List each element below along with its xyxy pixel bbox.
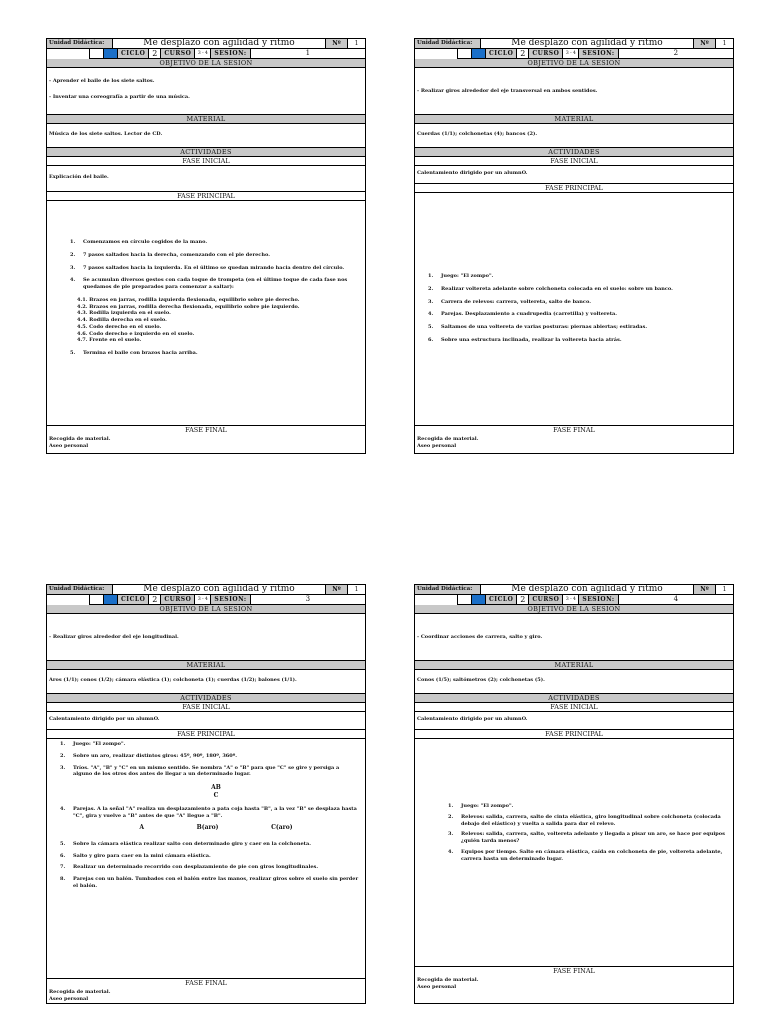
list-item: 2. Relevos: salida, carrera, salto de cinta elástica, giro longitudinal sobre colchoneta (colocada debajo del elástico) y vuelta a salida para dar el relevo. [455,814,727,828]
item-text: Tríos. "A", "B" y "C" en un mismo sentido. Se nombra "A" o "B" para que "C" se gire y persiga a alguno de los otros dos antes de llegar a un determinado lugar. [73,764,340,778]
list-item: 4. Equipos por tiempo. Salto en cámara elástica, caída en colchoneta de pie, voltereta adelante, carrera hasta un determinado lugar. [455,849,727,863]
curso-value: 3 - 4 [562,595,578,604]
objetivo-text: - Coordinar acciones de carrera, salto y giro. [417,634,543,640]
sub-item: 4.2. Brazos en jarras, rodilla derecha flexionada, equilibrio sobre pie izquierdo. [77,303,300,310]
sesion-label: SESION: [578,595,617,604]
diagram-a: A [139,823,144,831]
final-text: Recogida de material. [49,989,111,995]
number-label: Nº [693,39,715,48]
objetivo-heading: OBJETIVO DE LA SESION [47,605,365,614]
ciclo-row [89,49,365,59]
color-box-blue [103,49,117,58]
fase-inicial-box [47,166,365,192]
number-value: 1 [715,39,733,48]
fase-principal-box [47,739,365,979]
activity-list [47,239,365,357]
unit-title: Me desplazo con agilidad y ritmo [143,38,295,48]
curso-value: 3 - 4 [562,49,578,58]
unit-label: Unidad Didáctica: [415,585,481,594]
material-box [47,124,365,148]
color-box-white [89,49,103,58]
color-box-white [457,49,471,58]
list-item: 5. Sobre la cámara elástica realizar salto con determinado giro y caer en la colchoneta. [67,841,359,848]
activity-list [415,273,733,344]
sesion-label: SESION: [210,595,249,604]
objetivo-heading: OBJETIVO DE LA SESION [415,605,733,614]
session-sheet-1 [46,38,366,454]
fase-inicial-text: Calentamiento dirigido por un alumnO. [417,716,528,722]
list-item [67,806,359,836]
item-text: Se acumulan diversos gestos con cada toque de trompeta (en el último toque de cada fase nos quedamos de pie preparados para comenzar a saltar): [83,277,348,290]
fase-final-box [415,976,733,992]
actividades-heading: ACTIVIDADES [47,694,365,703]
material-text: Aros (1/1); conos (1/2); cámara elástica (1); colchoneta (1); cuerdas (1/2); balones (1/1). [49,677,297,683]
list-item: 6. Salto y giro para caer en la mini cámara elástica. [67,853,359,860]
list-item [77,277,359,344]
activity-list [415,803,733,862]
session-sheet-3 [46,584,366,1004]
fase-inicial-heading: FASE INICIAL [415,157,733,166]
material-text: Música de los siete saltos. Lector de CD. [49,131,163,137]
fase-principal-box [415,193,733,426]
sheet-header [47,585,365,595]
curso-label: CURSO [160,49,194,58]
sub-item: 4.7. Frente en el suelo. [77,337,142,344]
curso-label: CURSO [160,595,194,604]
fase-inicial-heading: FASE INICIAL [415,703,733,712]
fase-principal-heading: FASE PRINCIPAL [415,730,733,739]
fase-inicial-box [415,166,733,184]
ciclo-label: CICLO [117,49,148,58]
list-item: 2. Realizar voltereta adelante sobre colchoneta colocada en el suelo: sobre un banco. [435,286,727,293]
material-heading: MATERIAL [415,661,733,670]
list-item: 8. Parejas con un balón. Tumbados con el balón entre las manos, realizar giros sobre el suelo sin perder el balón. [67,876,359,890]
material-box [415,124,733,148]
number-label: Nº [693,585,715,594]
objetivo-text: - Realizar giros alrededor del eje transversal en ambos sentidos. [417,88,598,94]
ciclo-value: 2 [148,595,160,604]
fase-principal-heading: FASE PRINCIPAL [47,192,365,201]
unit-label: Unidad Didáctica: [47,39,113,48]
unit-title: Me desplazo con agilidad y ritmo [511,38,663,48]
list-item: 1. Juego: "El zompo". [435,273,727,280]
sesion-label: SESION: [210,49,249,58]
fase-final-box [47,988,365,1004]
material-heading: MATERIAL [47,115,365,124]
item-text: Parejas. A la señal "A" realiza un desplazamiento a pata coja hasta "B", a la vez "B" se desplaza hasta "C", gira y vuelve a "B" antes de que "A" llegue a "B". [73,806,357,819]
final-text: Recogida de material. [417,436,479,442]
fase-final-box [415,435,733,451]
ciclo-label: CICLO [117,595,148,604]
ciclo-value: 2 [516,595,528,604]
list-item: 2. Sobre un aro, realizar distintos giros: 45º, 90º, 180º, 360º. [67,753,359,760]
ciclo-row [89,595,365,605]
sub-list [77,297,359,344]
fase-principal-heading: FASE PRINCIPAL [415,184,733,193]
unit-label: Unidad Didáctica: [415,39,481,48]
actividades-heading: ACTIVIDADES [47,148,365,157]
fase-inicial-box [415,712,733,730]
curso-label: CURSO [528,595,562,604]
number-value: 1 [347,585,365,594]
fase-principal-box [415,739,733,967]
sesion-value: 2 [618,49,733,58]
diagram-c: C [213,792,219,800]
curso-value: 3 - 4 [194,595,210,604]
list-item: 1. Comenzamos en círculo cogidos de la mano. [77,239,359,246]
color-box-blue [471,595,485,604]
list-item: 5. Termina el baile con brazos hacia arriba. [77,350,359,357]
sesion-label: SESION: [578,49,617,58]
objetivo-box [47,614,365,661]
sub-item: 4.1. Brazos en jarras, rodilla izquierda flexionada, equilibrio sobre pie derecho. [77,296,300,303]
material-heading: MATERIAL [47,661,365,670]
ciclo-label: CICLO [485,595,516,604]
sheet-header [47,39,365,49]
final-text: Aseo personal [49,442,89,449]
list-item [67,765,359,801]
unit-title: Me desplazo con agilidad y ritmo [511,584,663,594]
diagram-line [73,820,359,836]
objetivo-box [415,614,733,661]
list-item: 7. Realizar un determinado recorrido con desplazamiento de pie con giros longitudinales. [67,864,359,871]
fase-final-heading: FASE FINAL [185,979,227,987]
final-text: Aseo personal [49,995,89,1002]
color-box-blue [103,595,117,604]
final-text: Recogida de material. [417,977,479,983]
final-text: Aseo personal [417,442,457,449]
sub-item: 4.4. Rodilla derecha en el suelo. [77,317,167,323]
list-item: 1. Juego: "El zompo". [455,803,727,810]
unit-label: Unidad Didáctica: [47,585,113,594]
color-box-white [457,595,471,604]
objetivo-heading: OBJETIVO DE LA SESION [47,59,365,68]
diagram-ab: AB [211,784,221,791]
unit-title: Me desplazo con agilidad y ritmo [143,584,295,594]
diagram-b: B(aro) [196,823,219,831]
number-value: 1 [715,585,733,594]
fase-inicial-heading: FASE INICIAL [47,157,365,166]
fase-principal-box [47,201,365,426]
fase-principal-heading: FASE PRINCIPAL [47,730,365,739]
objetivo-box [415,68,733,115]
list-item: 3. Relevos: salida, carrera, salto, voltereta adelante y llegada a pisar un aro, se hace por equipos ¿quién tarda menos? [455,831,727,845]
fase-inicial-text: Calentamiento dirigido por un alumnO. [417,170,528,176]
objetivo-text: - Aprender el baile de los siete saltos. [49,78,155,84]
list-item: 5. Saltamos de una voltereta de varias posturas: piernas abiertas; estiradas. [435,324,727,331]
sheet-header [415,39,733,49]
objetivo-text: - Inventar una coreografía a partir de una música. [49,93,190,100]
diagram-c-aro: C(aro) [271,823,293,831]
list-item: 4. Parejas. Desplazamiento a cuadrupedia (carretilla) y voltereta. [435,311,727,318]
number-value: 1 [347,39,365,48]
fase-final-heading: FASE FINAL [553,426,595,434]
sesion-value: 3 [250,595,365,604]
actividades-heading: ACTIVIDADES [415,694,733,703]
color-box-white [89,595,103,604]
session-sheet-2 [414,38,734,454]
fase-inicial-text: Calentamiento dirigido por un alumnO. [49,716,160,722]
material-text: Cuerdas (1/1); colchonetas (4); bancos (2). [417,131,538,137]
list-item: 1. Juego: "El zompo". [67,741,359,748]
ciclo-value: 2 [148,49,160,58]
list-item: 2. 7 pasos saltados hacia la derecha, comenzando con el pie derecho. [77,252,359,259]
list-item: 3. Carrera de relevos: carrera, voltereta, salto de banco. [435,299,727,306]
final-text: Recogida de material. [49,436,111,442]
actividades-heading: ACTIVIDADES [415,148,733,157]
ciclo-row [457,49,733,59]
material-box [415,670,733,694]
material-text: Conos (1/5); saltómetros (2); colchonetas (5). [417,677,545,683]
number-label: Nº [325,39,347,48]
ciclo-row [457,595,733,605]
color-box-blue [471,49,485,58]
sub-item: 4.5. Codo derecho en el suelo. [77,323,162,330]
fase-final-heading: FASE FINAL [185,426,227,434]
fase-inicial-box [47,712,365,730]
sub-item: 4.3. Rodilla izquierda en el suelo. [77,310,171,317]
session-sheet-4 [414,584,734,1004]
sesion-value: 1 [250,49,365,58]
fase-inicial-text: Explicación del baile. [49,174,109,180]
material-box [47,670,365,694]
objetivo-text: - Realizar giros alrededor del eje longitudinal. [49,634,179,640]
material-heading: MATERIAL [415,115,733,124]
activity-list [47,741,365,890]
objetivo-box [47,68,365,115]
list-item: 6. Sobre una estructura inclinada, realizar la voltereta hacia atrás. [435,337,727,344]
ciclo-value: 2 [516,49,528,58]
fase-inicial-heading: FASE INICIAL [47,703,365,712]
fase-final-heading: FASE FINAL [553,967,595,975]
curso-value: 3 - 4 [194,49,210,58]
ciclo-label: CICLO [485,49,516,58]
sesion-value: 4 [618,595,733,604]
sub-item: 4.6. Codo derecho e izquierdo en el suelo. [77,330,195,337]
curso-label: CURSO [528,49,562,58]
objetivo-heading: OBJETIVO DE LA SESION [415,59,733,68]
sheet-header [415,585,733,595]
diagram-abc [73,784,359,800]
list-item: 3. 7 pasos saltados hacia la izquierda. En el último se quedan mirando hacia dentro del círculo. [77,265,359,272]
number-label: Nº [325,585,347,594]
fase-final-box [47,435,365,451]
final-text: Aseo personal [417,983,457,990]
